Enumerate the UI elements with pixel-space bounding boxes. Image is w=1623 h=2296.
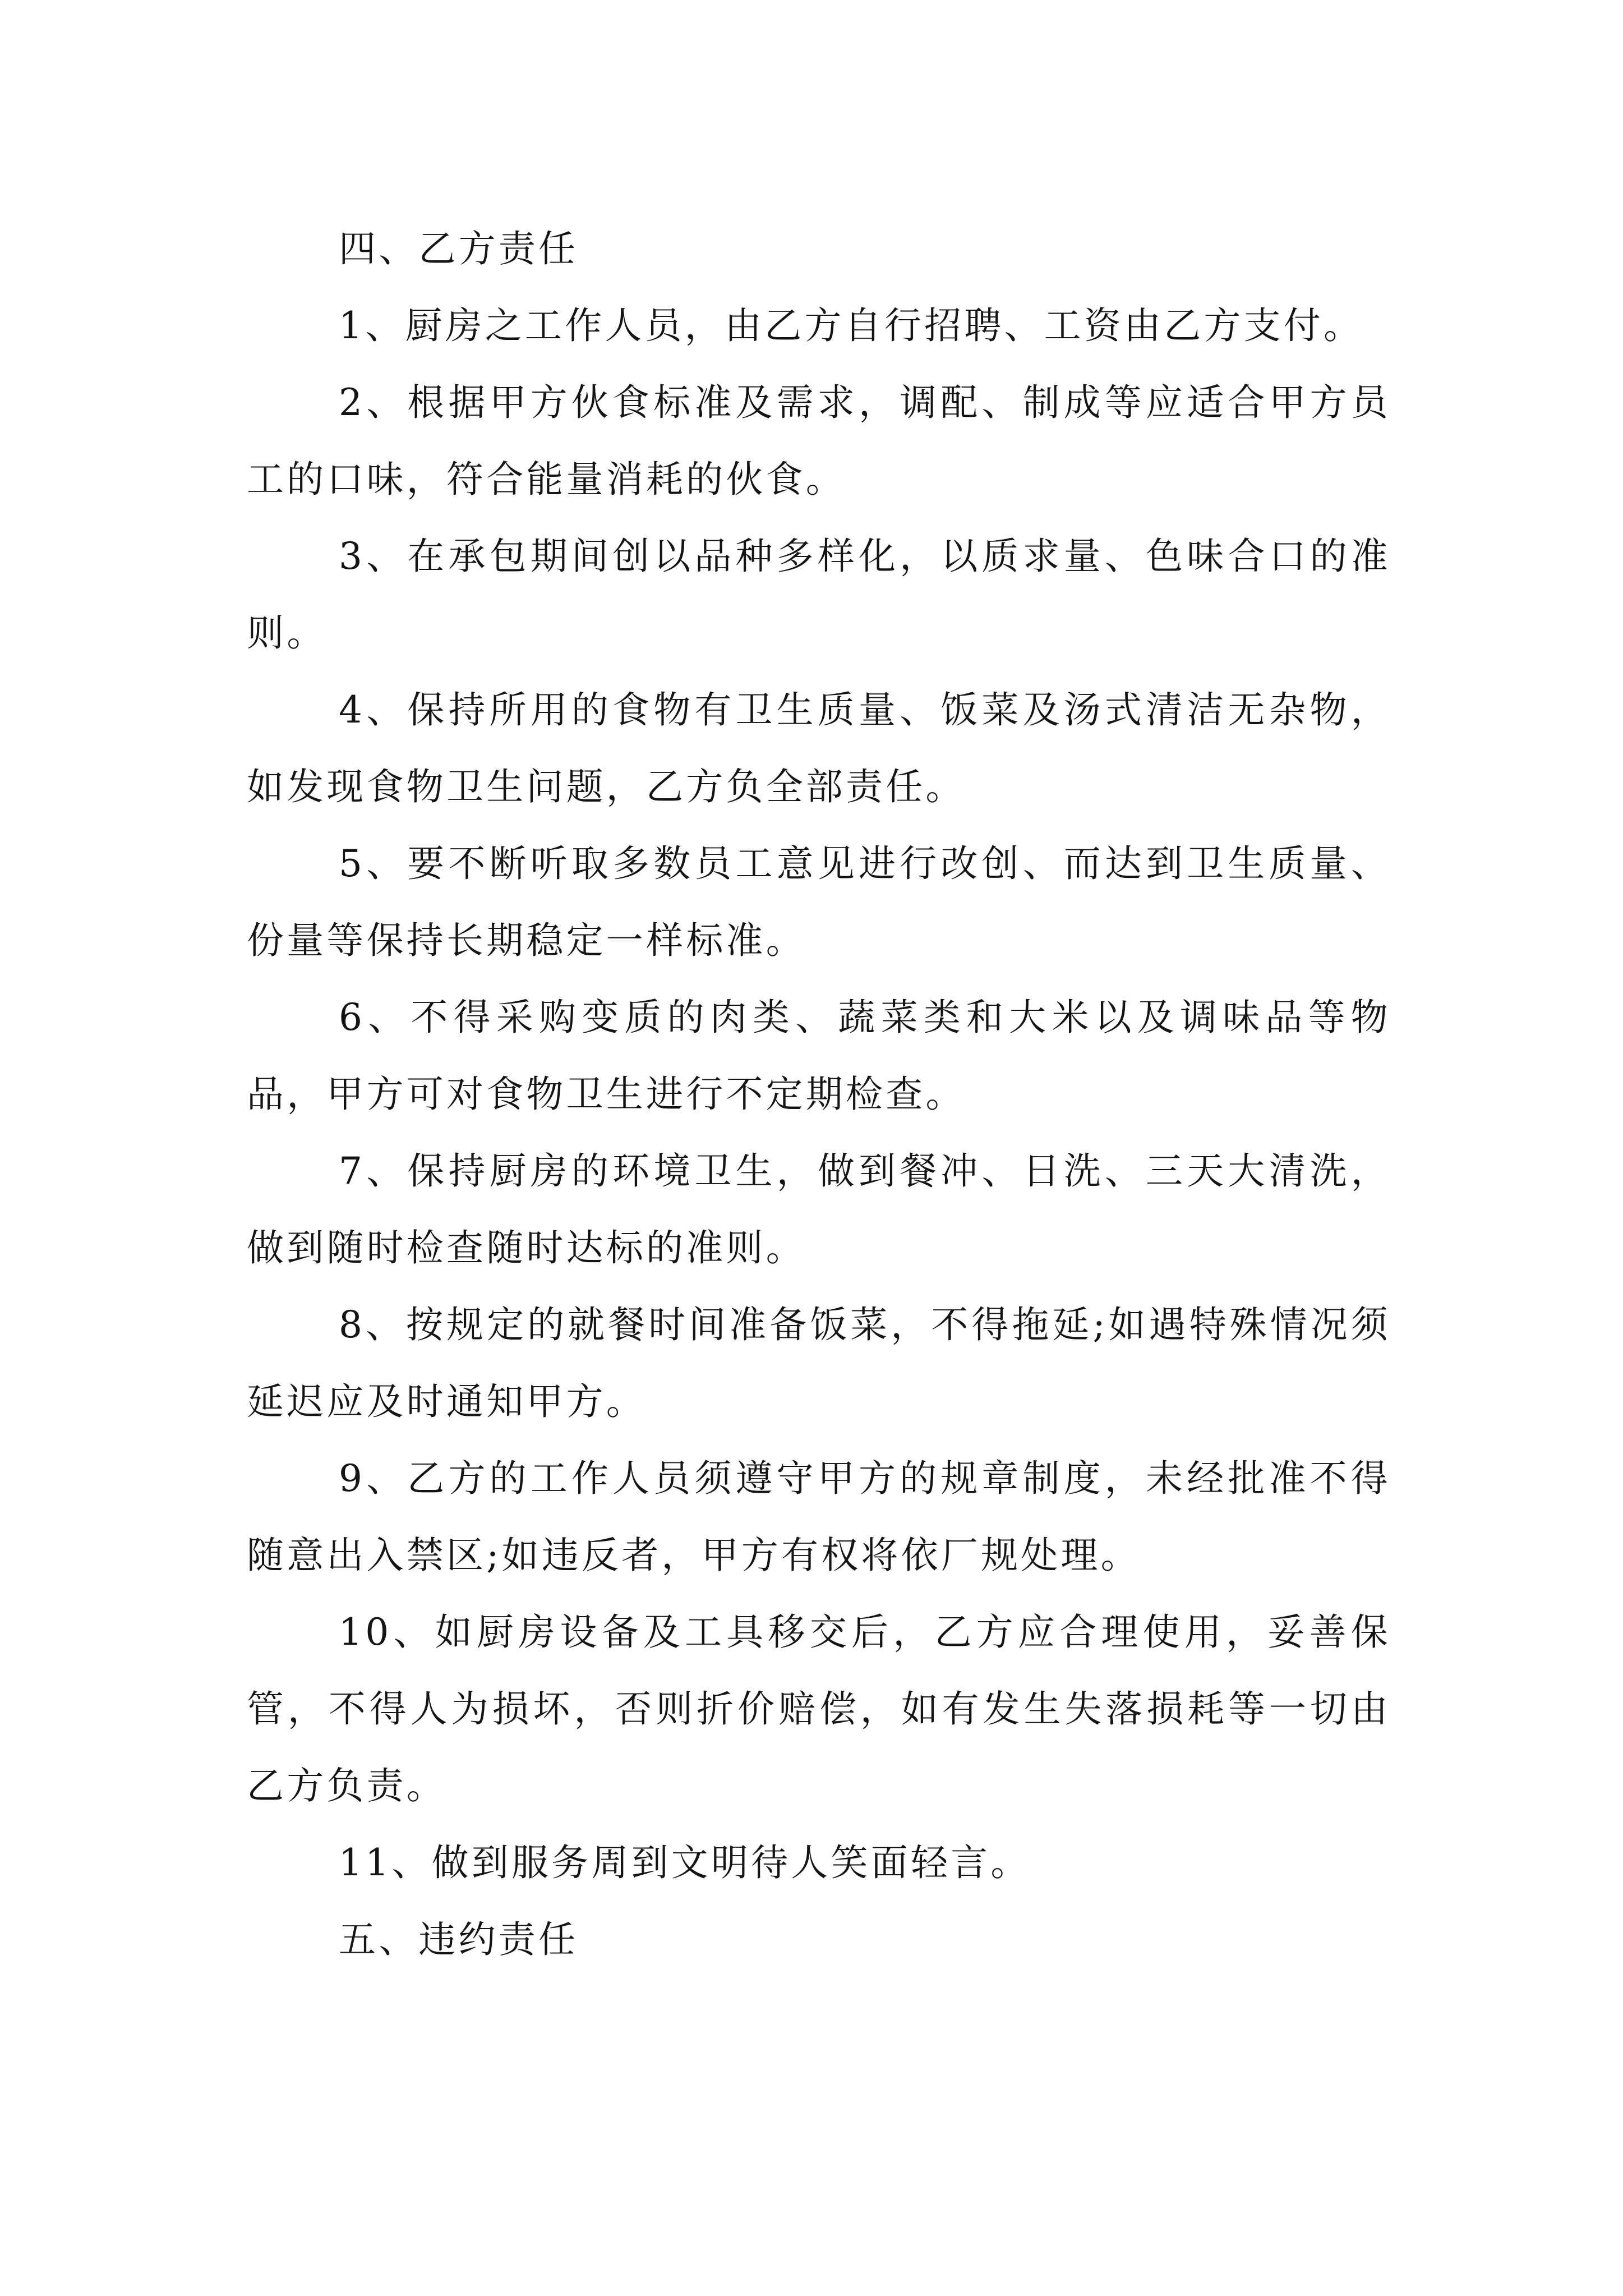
clause-item-1: 1、厨房之工作人员，由乙方自行招聘、工资由乙方支付。: [339, 304, 1364, 347]
clause-item-6: 6、不得采购变质的肉类、蔬菜类和大米以及调味品等物品，甲方可对食物卫生进行不定期检查。: [247, 996, 1391, 1116]
clause-item-7: 7、保持厨房的环境卫生，做到餐冲、日洗、三天大清洗，做到随时检查随时达标的准则。: [247, 1149, 1391, 1269]
clause-item-3: 3、在承包期间创以品种多样化，以质求量、色味合口的准则。: [247, 535, 1391, 655]
clause-item-5: 5、要不断听取多数员工意见进行改创、而达到卫生质量、份量等保持长期稳定一样标准。: [247, 842, 1391, 962]
clause-item-4: 4、保持所用的食物有卫生质量、饭菜及汤式清洁无杂物，如发现食物卫生问题，乙方负全部责任。: [247, 688, 1391, 808]
clause-item-10: 10、如厨房设备及工具移交后，乙方应合理使用，妥善保管，不得人为损坏，否则折价赔偿，如有发生失落损耗等一切由乙方负责。: [247, 1611, 1391, 1807]
clause-item-9: 9、乙方的工作人员须遵守甲方的规章制度，未经批准不得随意出入禁区;如违反者，甲方有权将依厂规处理。: [247, 1457, 1391, 1577]
clause-item-8: 8、按规定的就餐时间准备饭菜，不得拖延;如遇特殊情况须延迟应及时通知甲方。: [247, 1303, 1391, 1423]
section-heading-4: 四、乙方责任: [339, 227, 579, 270]
document-page: [247, 210, 1391, 1978]
section-heading-5: 五、违约责任: [339, 1918, 579, 1961]
clause-item-2: 2、根据甲方伙食标准及需求，调配、制成等应适合甲方员工的口味，符合能量消耗的伙食。: [247, 381, 1391, 501]
clause-item-11: 11、做到服务周到文明待人笑面轻言。: [339, 1841, 1031, 1884]
